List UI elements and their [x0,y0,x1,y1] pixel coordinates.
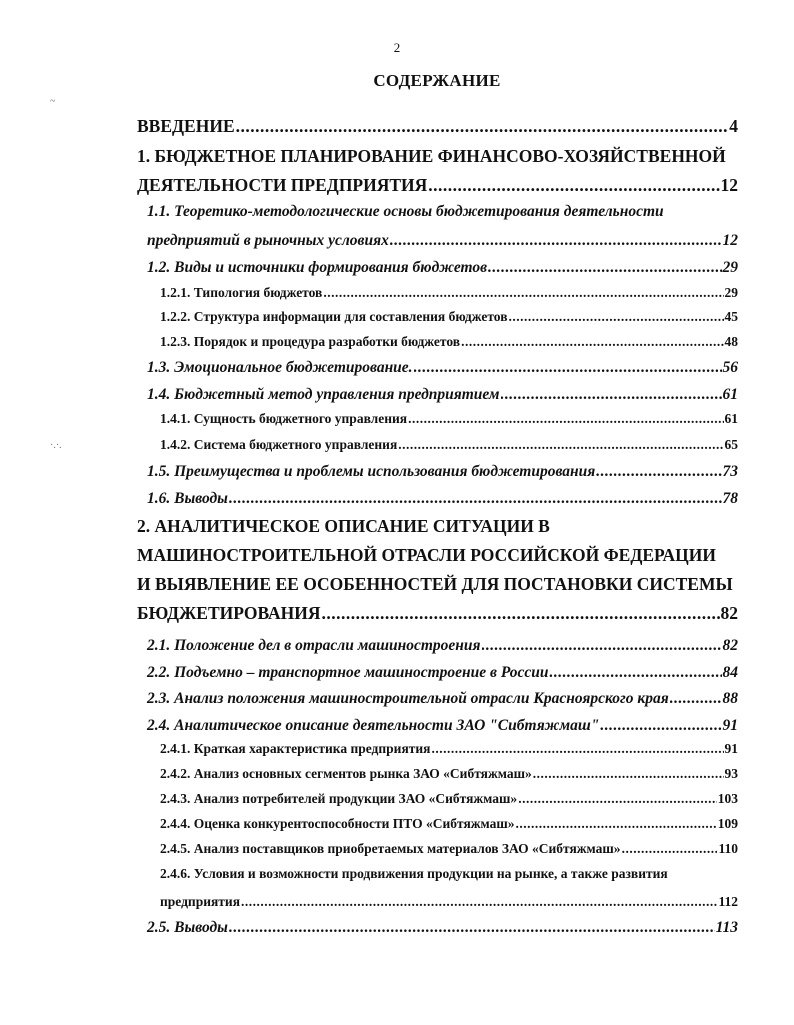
toc-entry-section [147,664,738,682]
toc-entry-page: 93 [724,766,738,781]
dot-leader [600,717,721,735]
toc-entry-section [147,690,738,708]
toc-entry-section [147,232,738,250]
toc-entry-page: 91 [724,741,738,756]
toc-entry-page: 84 [722,664,738,681]
toc-entry-page: 56 [722,359,738,376]
dot-leader [322,603,720,624]
dot-leader [549,664,721,682]
toc-entry-section [147,490,738,508]
toc-entry-title: БЮДЖЕТИРОВАНИЯ [137,603,321,623]
toc-entry-title: 1.5. Преимущества и проблемы использования бюджетирования [147,463,596,480]
dot-leader [596,463,721,481]
toc-entry-title: предприятий в рыночных условиях [147,232,389,249]
toc-entry-page: 113 [715,919,738,936]
toc-entry-page: 82 [722,637,738,654]
dot-leader [518,791,717,807]
dot-leader [431,741,723,757]
toc-entry-title: 2.4.4. Оценка конкурентоспособности ПТО «Сибтяжмаш» [160,816,515,831]
toc-entry-title: предприятия [160,894,241,909]
toc-entry-title: 2.2. Подъемно – транспортное машиностроение в России [147,664,549,681]
toc-entry-sub [160,411,738,427]
toc-entry-title: 1. БЮДЖЕТНОЕ ПЛАНИРОВАНИЕ ФИНАНСОВО-ХОЗЯЙСТВЕННОЙ [137,146,726,166]
dot-leader [533,766,724,782]
toc-entry-sub [160,766,738,782]
dot-leader [398,437,723,453]
toc-entry-sub [160,791,738,807]
toc-entry-major [137,545,716,566]
dot-leader [516,816,717,832]
toc-entry-title: 2. АНАЛИТИЧЕСКОЕ ОПИСАНИЕ СИТУАЦИИ В [137,516,550,536]
dot-leader [229,490,722,508]
toc-entry-title: 1.1. Теоретико-методологические основы бюджетирования деятельности [147,203,664,220]
toc-entry-title: 1.2.1. Типология бюджетов [160,285,323,300]
toc-entry-title: 1.4. Бюджетный метод управления предприятием [147,386,500,403]
toc-entry-section [147,717,738,735]
toc-entry-sub [160,816,738,832]
toc-entry-title: ДЕЯТЕЛЬНОСТИ ПРЕДПРИЯТИЯ [137,175,428,195]
toc-entry-title: 1.6. Выводы [147,490,228,507]
toc-entry-title: 1.2.3. Порядок и процедура разработки бюджетов [160,334,461,349]
dot-leader [622,841,718,857]
toc-entry-page: 29 [722,259,738,276]
dot-leader [390,232,722,250]
dot-leader [461,334,723,350]
toc-entry-page: 45 [724,309,738,324]
toc-entry-title: 1.2.2. Структура информации для составления бюджетов [160,309,508,324]
toc-entry-page: 61 [722,386,738,403]
toc-entry-title: 1.2. Виды и источники формирования бюджетов [147,259,488,276]
dot-leader [414,359,722,377]
toc-entry-page: 48 [724,334,738,349]
toc-entry-title: 2.4.1. Краткая характеристика предприятия [160,741,431,756]
toc-entry-sub [160,437,738,453]
toc-entry-title: 2.1. Положение дел в отрасли машиностроения [147,637,481,654]
dot-leader [236,116,729,137]
dot-leader [428,175,719,196]
toc-entry-section [147,359,738,377]
dot-leader [488,259,721,277]
toc-entry-section [147,637,738,655]
page-number: 2 [393,40,401,55]
dot-leader [670,690,722,708]
toc-entry-page: 4 [729,116,738,136]
toc-entry-sub [160,741,738,757]
toc-entry-title: 1.4.2. Система бюджетного управления [160,437,398,452]
toc-entry-section [147,386,738,404]
toc-entry-sub [160,841,738,857]
dot-leader [323,285,723,301]
toc-entry-major [137,603,738,624]
toc-entry-title: 2.4.5. Анализ поставщиков приобретаемых материалов ЗАО «Сибтяжмаш» [160,841,621,856]
toc-entry-title: МАШИНОСТРОИТЕЛЬНОЙ ОТРАСЛИ РОССИЙСКОЙ ФЕДЕРАЦИИ [137,545,716,565]
toc-entry-section [147,203,664,221]
dot-leader [509,309,724,325]
toc-entry-sub [160,894,738,910]
toc-entry-page: 78 [722,490,738,507]
toc-entry-page: 29 [724,285,738,300]
toc-entry-title: 2.4.2. Анализ основных сегментов рынка ЗАО «Сибтяжмаш» [160,766,532,781]
toc-entry-section [147,463,738,481]
toc-entry-title: 2.5. Выводы [147,919,228,936]
toc-entry-page: 112 [718,894,738,909]
toc-entry-sub [160,334,738,350]
toc-entry-page: 88 [722,690,738,707]
toc-entry-page: 12 [722,232,738,249]
dot-leader [241,894,717,910]
toc-entry-page: 103 [717,791,738,806]
toc-entry-page: 61 [724,411,738,426]
dot-leader [229,919,715,937]
toc-entry-major [137,175,738,196]
toc-entry-major [137,516,550,537]
toc-entry-title: 2.4. Аналитическое описание деятельности ЗАО "Сибтяжмаш" [147,717,600,734]
toc-entry-section [147,259,738,277]
scan-artifact: ·.·. [50,440,62,451]
dot-leader [482,637,722,655]
toc-entry-section [147,919,738,937]
toc-entry-title: 1.3. Эмоциональное бюджетирование. [147,359,413,376]
toc-entry-major [137,116,738,137]
page-title: СОДЕРЖАНИЕ [373,71,501,90]
toc-entry-page: 109 [717,816,738,831]
toc-entry-title: ВВЕДЕНИЕ [137,116,235,136]
toc-entry-sub [160,866,668,882]
toc-entry-title: 2.4.6. Условия и возможности продвижения продукции на рынке, а также развития [160,866,668,881]
dot-leader [408,411,723,427]
dot-leader [501,386,722,404]
toc-entry-major [137,574,733,595]
toc-entry-page: 73 [722,463,738,480]
toc-entry-title: 2.3. Анализ положения машиностроительной отрасли Красноярского края [147,690,669,707]
toc-entry-title: 2.4.3. Анализ потребителей продукции ЗАО «Сибтяжмаш» [160,791,518,806]
toc-entry-page: 12 [720,175,738,195]
toc-entry-major [137,146,726,167]
toc-entry-page: 91 [722,717,738,734]
toc-entry-title: 1.4.1. Сущность бюджетного управления [160,411,408,426]
toc-entry-sub [160,309,738,325]
toc-entry-sub [160,285,738,301]
toc-entry-page: 110 [718,841,738,856]
toc-entry-page: 65 [724,437,738,452]
scan-artifact: ~ [50,96,56,107]
toc-entry-title: И ВЫЯВЛЕНИЕ ЕЕ ОСОБЕННОСТЕЙ ДЛЯ ПОСТАНОВКИ СИСТЕМЫ [137,574,733,594]
toc-entry-page: 82 [720,603,738,623]
